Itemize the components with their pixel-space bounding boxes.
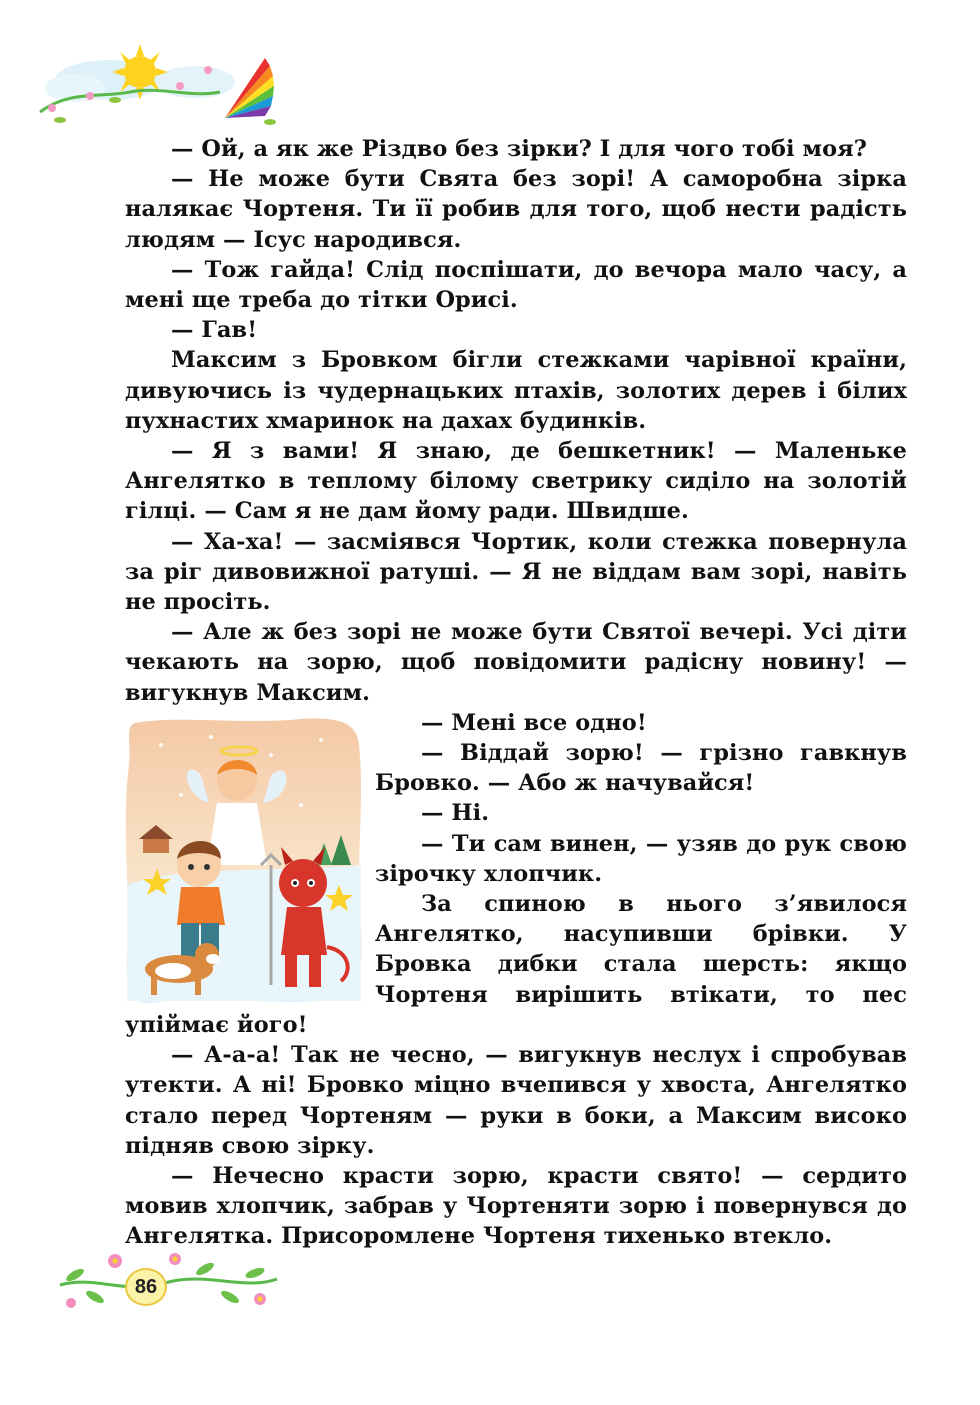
paragraph: — Тож гайда! Слід поспішати, до вечора мало часу, а мені ще треба до тітки Орисі.	[125, 256, 907, 314]
paragraph: Максим з Бровком бігли стежками чарівної країни, дивуючись із чудернацьких птахів, золотих дерев і білих пухнастих хмаринок на дахах будинків.	[125, 347, 907, 434]
paragraph: — Але ж без зорі не може бути Святої вечері. Усі діти чекають на зорю, щоб повідомити радісну новину! — вигукнув Максим.	[125, 619, 907, 706]
paragraph: — Віддай зорю! — грізно гавкнув Бровко. — Або ж начувайся!	[375, 740, 907, 797]
paragraph: — Нечесно красти зорю, красти свято! — сердито мовив хлопчик, забрав у Чортеняти зорю і повернувся до Ангелятка. Присоромлене Чортеня тихенько втекло.	[125, 1162, 907, 1250]
paragraph: — Не може бути Свята без зорі! А саморобна зірка налякає Чортеня. Ти її робив для того, щоб нести радість людям — Ісус народився.	[125, 166, 907, 253]
paragraph: — А-а-а! Так не чесно, — вигукнув неслух і спробував утекти. А ні! Бровко міцно вчепився у хвоста, Ангелятко стало перед Чортеням — руки в боки, а Максим високо підняв свою зірку.	[125, 1042, 907, 1159]
story-text	[125, 134, 907, 1252]
story-illustration	[121, 715, 365, 1005]
paragraph: — Я з вами! Я знаю, де бешкетник! — Маленьке Ангелятко в теплому білому светрику сиділо на золотій гілці. — Сам я не дам йому ради. Швидше.	[125, 438, 907, 525]
paragraph: — Гав!	[171, 317, 258, 344]
boy-angel-devil-dog-illustration-icon	[121, 715, 365, 1005]
paragraph: За спиною в нього з’явилося Ангелятко, насупивши брівки. У Бровка дибки стала шерсть: якщо Чортеня вирішить втікати, то пес упіймає його!	[125, 891, 907, 1038]
floral-decoration-icon	[55, 1245, 280, 1320]
paragraph: — Ні.	[421, 800, 490, 827]
paragraph: — Ой, а як же Різдво без зірки? І для чого тобі моя?	[171, 136, 867, 162]
paragraph: — Ти сам винен, — узяв до рук свою зірочку хлопчик.	[375, 830, 907, 887]
paragraph: — Мені все одно!	[421, 709, 647, 736]
paragraph: — Ха-ха! — засміявся Чортик, коли стежка повернула за ріг дивовижної ратуші. — Я не віддам вам зорі, навіть не просіть.	[125, 528, 907, 616]
sun-rainbow-decoration-icon	[30, 40, 290, 130]
page-number: 86	[125, 1268, 167, 1306]
